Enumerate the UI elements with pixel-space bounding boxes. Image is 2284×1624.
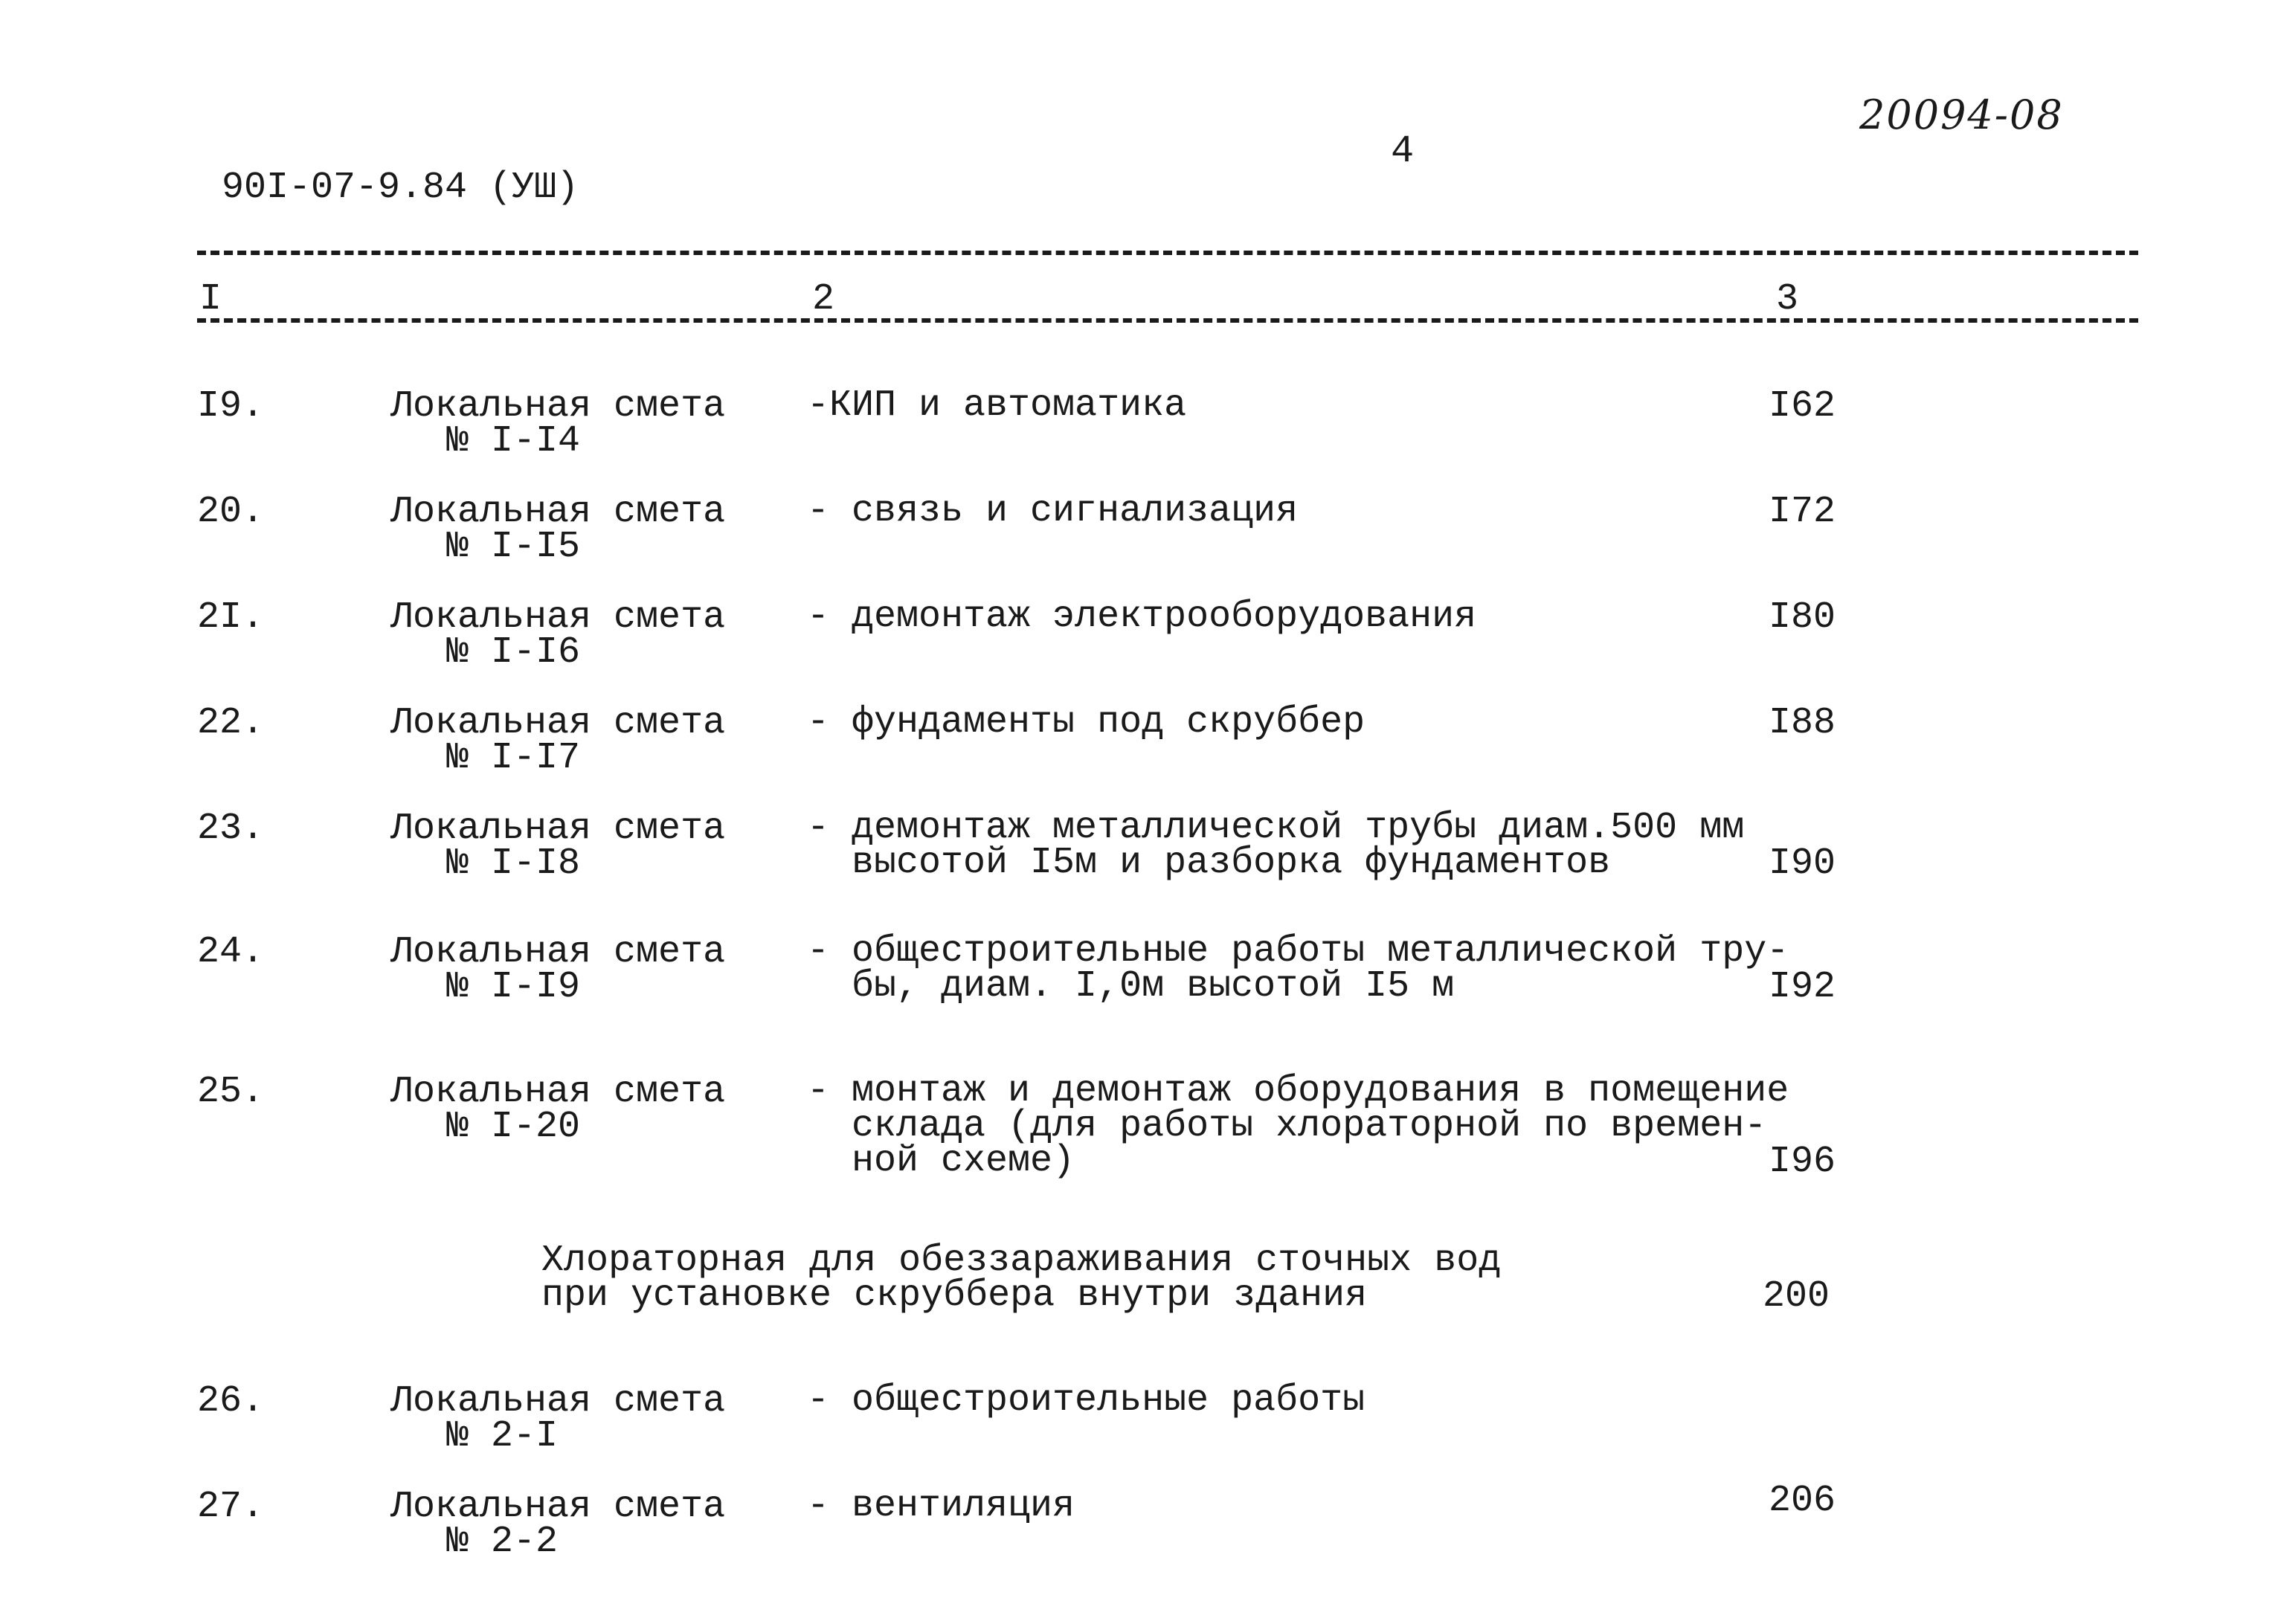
document-code: 90I-07-9.84 (УШ) bbox=[222, 167, 579, 209]
row-number: 25. bbox=[197, 1071, 265, 1113]
row-number: 26. bbox=[197, 1380, 265, 1422]
column-header-1: I bbox=[199, 278, 222, 320]
row-page: I92 bbox=[1769, 966, 1836, 1008]
estimate-number: № I-I4 bbox=[446, 420, 581, 463]
row-description: - монтаж и демонтаж оборудования в помещение bbox=[807, 1070, 1789, 1112]
column-header-2: 2 bbox=[812, 278, 835, 320]
header-rule-bottom bbox=[197, 318, 2138, 323]
estimate-number: № I-20 bbox=[446, 1106, 581, 1148]
row-description: - связь и сигнализация bbox=[807, 490, 1299, 532]
estimate-kind: Локальная смета bbox=[390, 491, 726, 533]
estimate-number: № 2-2 bbox=[446, 1521, 559, 1563]
estimate-kind: Локальная смета bbox=[390, 808, 726, 850]
header-rule-top bbox=[197, 251, 2138, 255]
estimate-number: № I-I5 bbox=[446, 526, 581, 568]
estimate-kind: Локальная смета bbox=[390, 931, 726, 973]
row-number: 22. bbox=[197, 702, 265, 744]
page-number: 4 bbox=[1391, 129, 1415, 173]
inventory-number: 20094-08 bbox=[1859, 91, 2064, 138]
row-description: -КИП и автоматика bbox=[807, 384, 1187, 427]
estimate-kind: Локальная смета bbox=[390, 1486, 726, 1528]
row-page: I80 bbox=[1769, 596, 1836, 639]
row-page: I72 bbox=[1769, 491, 1836, 533]
estimate-kind: Локальная смета bbox=[390, 596, 726, 639]
row-number: 27. bbox=[197, 1486, 265, 1528]
row-page: I90 bbox=[1769, 842, 1836, 885]
row-description: ной схеме) bbox=[807, 1140, 1075, 1182]
row-description: - фундаменты под скруббер bbox=[807, 701, 1365, 744]
estimate-number: № I-I8 bbox=[446, 842, 581, 885]
row-description: - демонтаж электрооборудования bbox=[807, 596, 1477, 638]
estimate-number: № I-I6 bbox=[446, 631, 581, 674]
row-number: 24. bbox=[197, 931, 265, 973]
row-number: I9. bbox=[197, 385, 265, 428]
row-page: I96 bbox=[1769, 1141, 1836, 1183]
estimate-number: № I-I9 bbox=[446, 966, 581, 1008]
section-title: Хлораторная для обеззараживания сточных вод bbox=[541, 1240, 1502, 1282]
row-page: I88 bbox=[1769, 702, 1836, 744]
estimate-number: № 2-I bbox=[446, 1415, 559, 1457]
section-page: 200 bbox=[1763, 1275, 1830, 1318]
row-description: - демонтаж металлической трубы диам.500 мм bbox=[807, 807, 1745, 849]
section-title: при установке скруббера внутри здания bbox=[541, 1275, 1368, 1317]
column-header-3: 3 bbox=[1776, 278, 1799, 320]
row-description: склада (для работы хлораторной по времен- bbox=[807, 1105, 1767, 1147]
row-page: I62 bbox=[1769, 385, 1836, 428]
row-description: высотой I5м и разборка фундаментов bbox=[807, 842, 1611, 884]
estimate-kind: Локальная смета bbox=[390, 385, 726, 428]
estimate-number: № I-I7 bbox=[446, 737, 581, 779]
row-description: - общестроительные работы bbox=[807, 1379, 1365, 1422]
estimate-kind: Локальная смета bbox=[390, 702, 726, 744]
estimate-kind: Локальная смета bbox=[390, 1071, 726, 1113]
row-description: бы, диам. I,0м высотой I5 м bbox=[807, 965, 1455, 1008]
row-number: 20. bbox=[197, 491, 265, 533]
row-number: 23. bbox=[197, 808, 265, 850]
row-number: 2I. bbox=[197, 596, 265, 639]
row-description: - общестроительные работы металлической тру- bbox=[807, 930, 1789, 973]
row-description: - вентиляция bbox=[807, 1485, 1075, 1527]
row-page: 206 bbox=[1769, 1480, 1836, 1522]
estimate-kind: Локальная смета bbox=[390, 1380, 726, 1422]
